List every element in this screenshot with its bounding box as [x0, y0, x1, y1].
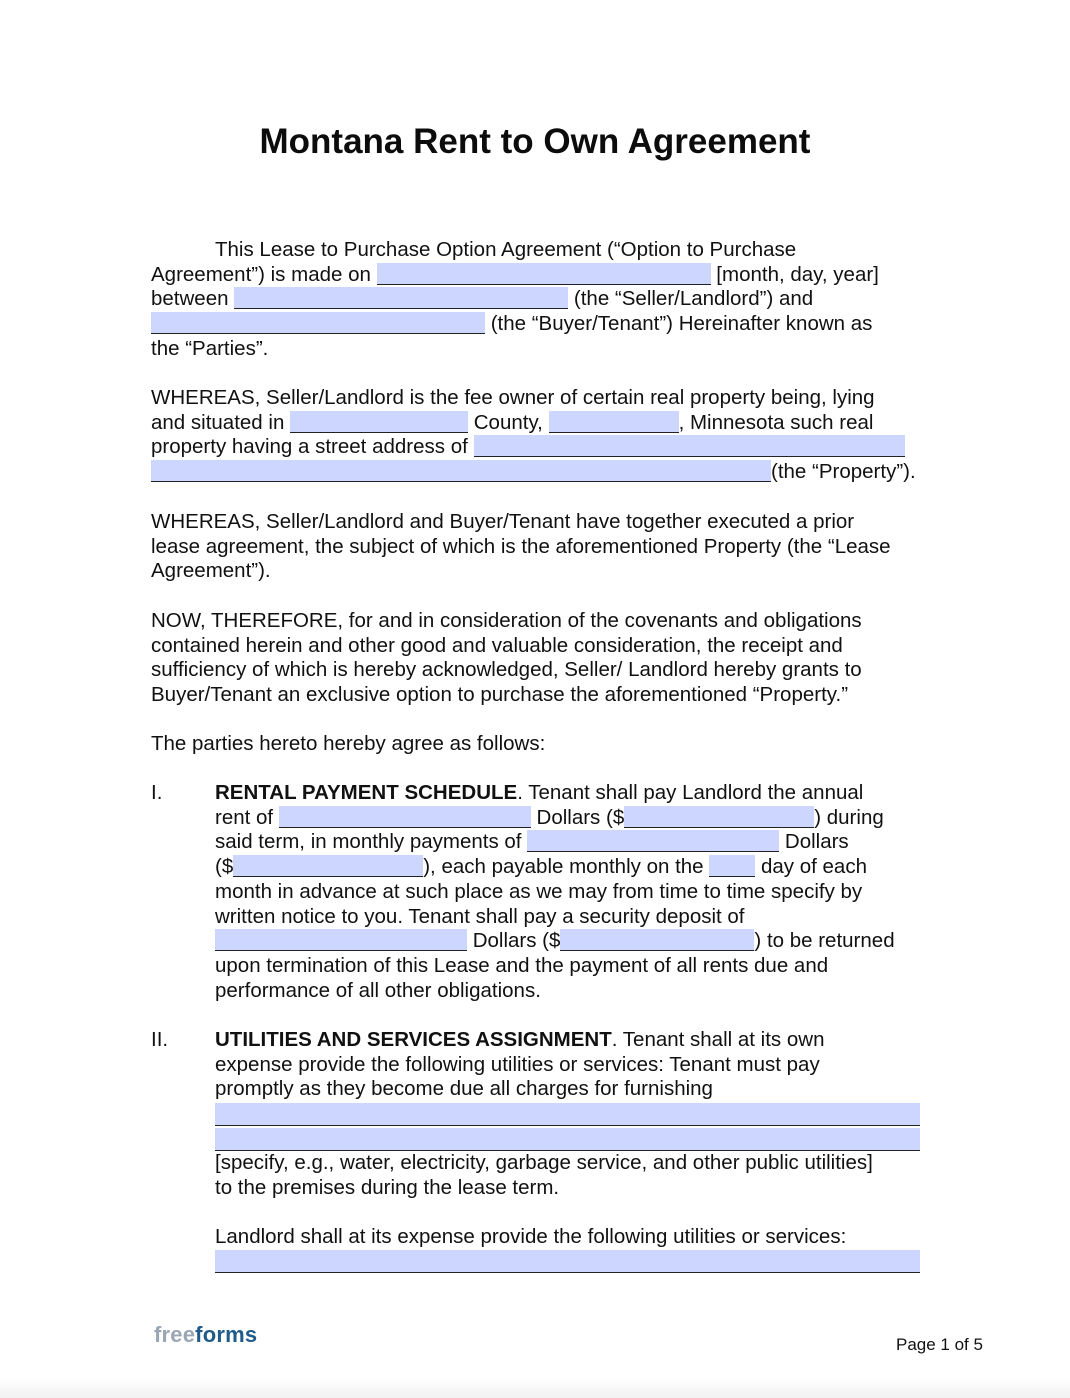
now-therefore-paragraph: NOW, THEREFORE, for and in consideration of the covenants and obligations contained herein and other good and valuable consideration, the receipt and sufficiency of which is hereby acknowledged, Seller/ Landlord hereby grants to Buyer/Tenant an exclusive option to purchase the aforementioned “Property.” [151, 609, 862, 707]
agreement-date-field[interactable] [377, 263, 711, 285]
section2-line: [specify, e.g., water, electricity, garbage service, and other public utilities] [215, 1151, 873, 1175]
page-bottom-edge [0, 1378, 1070, 1398]
intro-line-4 [151, 312, 931, 337]
intro-line-2 [151, 263, 931, 288]
deposit-words-field[interactable] [215, 929, 467, 951]
section1-line: performance of all other obligations. [215, 978, 541, 1002]
page-number: Page 1 of 5 [896, 1335, 983, 1354]
section1-text: Dollars ($ [467, 929, 561, 953]
intro-line-1: This Lease to Purchase Option Agreement (“Option to Purchase [215, 238, 797, 261]
section-number: I. [151, 781, 163, 804]
intro-line-5: the “Parties”. [151, 336, 269, 360]
section-heading: RENTAL PAYMENT SCHEDULE [215, 781, 518, 804]
section1-text: ) to be returned [754, 929, 895, 953]
section1-text: day of each [755, 855, 867, 879]
section1-line [215, 830, 920, 855]
section2-line: promptly as they become due all charges for furnishing [215, 1077, 713, 1101]
section1-text: . Tenant shall pay Landlord the annual [517, 781, 864, 804]
whereas1-text: County, [468, 410, 549, 434]
section-body [215, 1028, 920, 1273]
intro-text: (the “Seller/Landlord”) and [568, 287, 814, 311]
section-body [215, 781, 920, 1003]
logo-free-text: free [154, 1322, 196, 1347]
section2-line: expense provide the following utilities or services: Tenant must pay [215, 1052, 820, 1076]
street-address-field-2[interactable] [151, 460, 771, 482]
section2-line: Landlord shall at its expense provide the following utilities or services: [215, 1224, 847, 1248]
section-utilities [151, 1028, 931, 1278]
intro-text: [month, day, year] [710, 262, 879, 286]
section1-text: Dollars ($ [530, 805, 625, 829]
tenant-utilities-field-2[interactable] [215, 1128, 920, 1151]
whereas1-line-4 [151, 460, 931, 485]
whereas-lease-paragraph: WHEREAS, Seller/Landlord and Buyer/Tenant have together executed a prior lease agreement, the subject of which is the aforementioned Property (the “Lease Agreement”). [151, 510, 891, 583]
city-field[interactable] [549, 411, 679, 433]
section1-line: written notice to you. Tenant shall pay a security deposit of [215, 904, 745, 928]
section2-line: to the premises during the lease term. [215, 1175, 560, 1199]
tenant-utilities-field-1[interactable] [215, 1103, 920, 1126]
intro-line-3 [151, 287, 931, 312]
section1-line: upon termination of this Lease and the payment of all rents due and [215, 953, 829, 977]
section1-text: rent of [215, 805, 279, 829]
whereas1-text: and situated in [151, 410, 291, 434]
section1-line [215, 806, 920, 831]
section1-text: ), each payable monthly on the [423, 855, 710, 879]
section1-line [215, 781, 920, 806]
seller-name-field[interactable] [234, 287, 568, 309]
whereas1-line-1: WHEREAS, Seller/Landlord is the fee owner of certain real property being, lying [151, 386, 875, 409]
annual-rent-words-field[interactable] [279, 806, 531, 828]
section1-line: month in advance at such place as we may from time to time specify by [215, 879, 863, 903]
logo-forms-text: forms [195, 1322, 258, 1347]
annual-rent-amount-field[interactable] [624, 806, 814, 828]
monthly-rent-words-field[interactable] [527, 830, 779, 852]
landlord-utilities-field[interactable] [215, 1250, 920, 1273]
whereas1-line-3 [151, 435, 931, 460]
freeforms-logo [154, 1322, 257, 1348]
whereas1-text: property having a street address of [151, 435, 474, 459]
intro-text: (the “Buyer/Tenant”) Hereinafter known as [485, 312, 873, 336]
whereas1-line-2 [151, 411, 931, 436]
section-number: II. [151, 1028, 169, 1051]
deposit-amount-field[interactable] [560, 929, 754, 951]
intro-paragraph [151, 238, 931, 362]
whereas1-text: , Minnesota such real [678, 410, 874, 434]
monthly-rent-amount-field[interactable] [233, 855, 423, 877]
section-rental-payment [151, 781, 931, 1011]
whereas1-text: (the “Property”). [771, 460, 916, 484]
intro-text: between [151, 287, 235, 311]
section1-line [215, 855, 920, 880]
agree-line: The parties hereto hereby agree as follows: [151, 732, 546, 755]
section1-line [215, 929, 920, 954]
buyer-name-field[interactable] [151, 312, 485, 334]
intro-text: Agreement”) is made on [151, 262, 377, 286]
county-field[interactable] [290, 411, 468, 433]
section1-text: ) during [814, 805, 884, 829]
due-day-field[interactable] [709, 855, 755, 877]
whereas-property-paragraph [151, 386, 931, 485]
section1-text: Dollars [779, 830, 849, 854]
section1-text: ($ [215, 855, 234, 879]
section2-text: . Tenant shall at its own [611, 1028, 825, 1051]
street-address-field[interactable] [474, 435, 905, 457]
section2-line [215, 1028, 920, 1053]
section1-text: said term, in monthly payments of [215, 830, 528, 854]
section-heading: UTILITIES AND SERVICES ASSIGNMENT [215, 1028, 612, 1051]
document-title: Montana Rent to Own Agreement [259, 122, 811, 161]
